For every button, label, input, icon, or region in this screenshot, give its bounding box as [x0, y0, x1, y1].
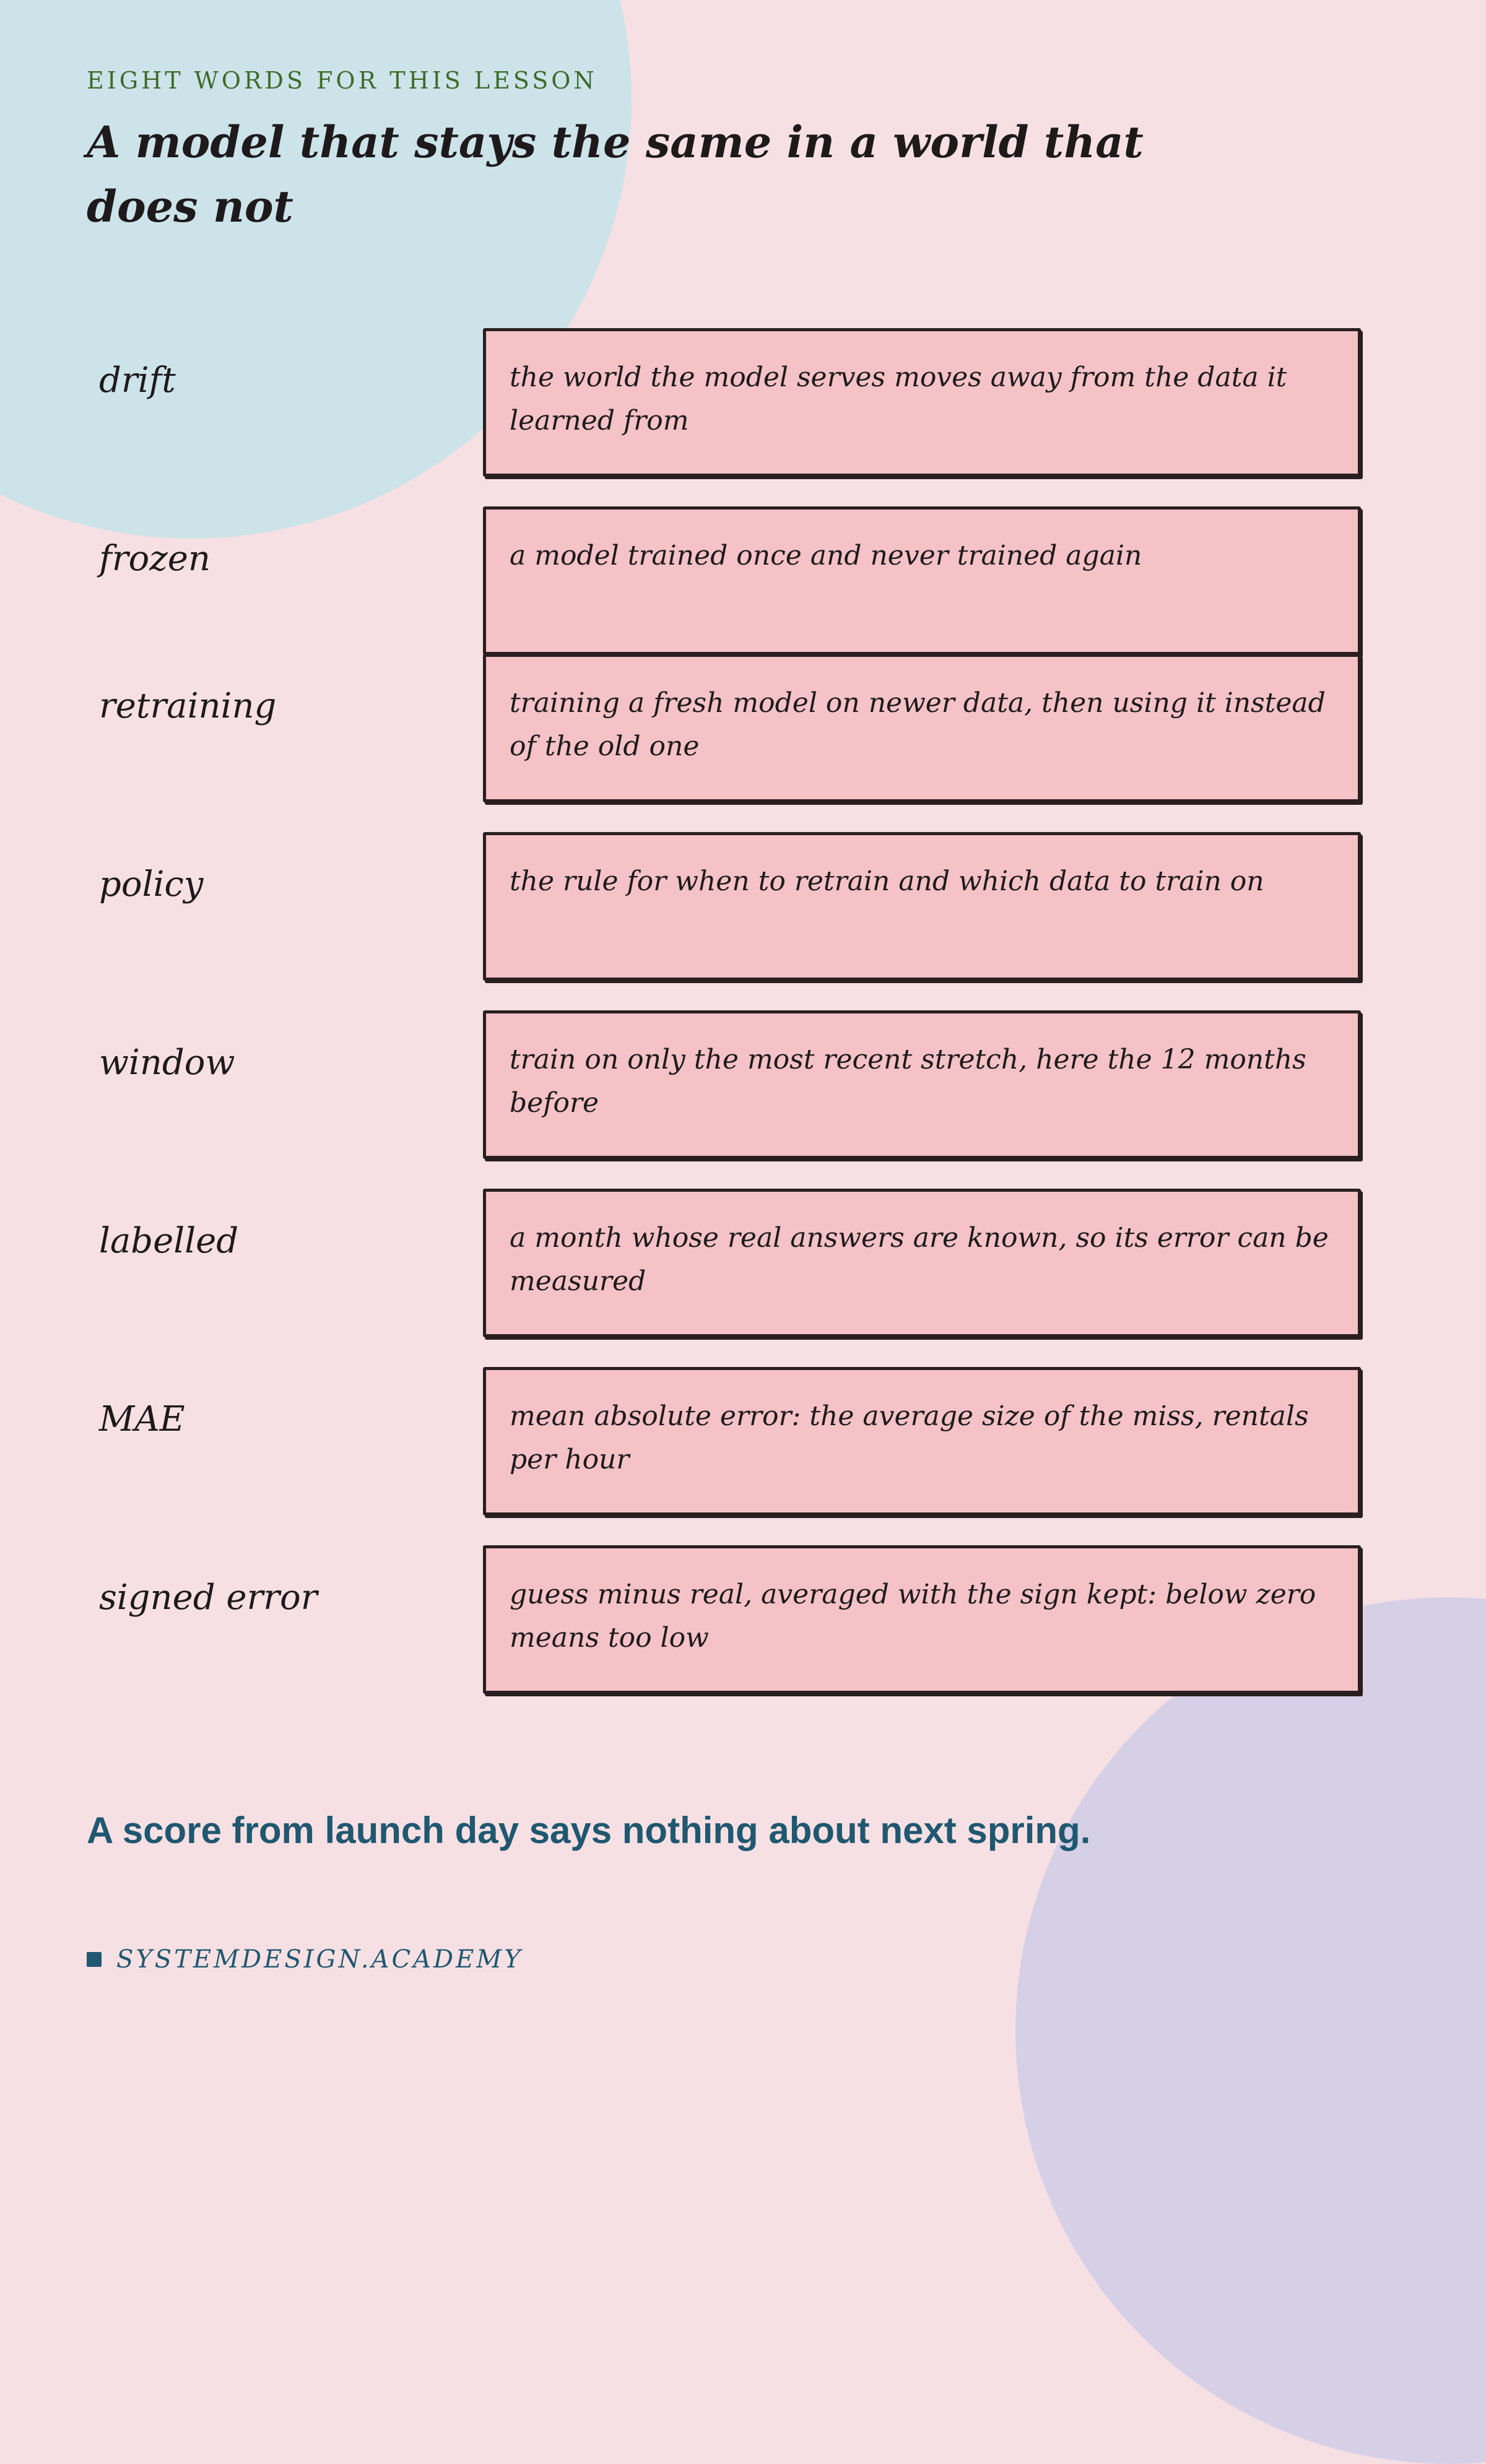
glossary-term-labelled: labelled — [99, 1221, 239, 1261]
page-title: A model that stays the same in a world that does not — [87, 116, 1144, 232]
background-circle-purple — [1015, 1597, 1486, 2464]
glossary-definition-window: train on only the most recent stretch, here the 12 months before — [483, 1010, 1361, 1159]
footer-brand: SYSTEMDESIGN.ACADEMY — [116, 1945, 523, 1974]
glossary-definition-frozen: a model trained once and never trained again — [483, 506, 1361, 655]
glossary-term-retraining: retraining — [99, 686, 277, 726]
tagline: A score from launch day says nothing about next spring. — [87, 1810, 1091, 1851]
glossary-term-drift: drift — [99, 360, 176, 401]
brand-square-icon — [87, 1952, 102, 1967]
glossary-definition-mae: mean absolute error: the average size of the miss, rentals per hour — [483, 1367, 1361, 1516]
glossary-term-policy: policy — [99, 864, 204, 904]
glossary-definition-drift: the world the model serves moves away from the data it learned from — [483, 328, 1361, 477]
glossary-definition-labelled: a month whose real answers are known, so its error can be measured — [483, 1189, 1361, 1337]
glossary-term-signed-error: signed error — [99, 1577, 318, 1618]
glossary-definition-signed-error: guess minus real, averaged with the sign kept: below zero means too low — [483, 1545, 1361, 1694]
glossary-term-frozen: frozen — [99, 539, 211, 579]
glossary-definition-policy: the rule for when to retrain and which data to train on — [483, 832, 1361, 981]
glossary-definition-retraining: training a fresh model on newer data, then using it instead of the old one — [483, 654, 1361, 802]
eyebrow-label: EIGHT WORDS FOR THIS LESSON — [87, 67, 597, 94]
glossary-term-mae: MAE — [99, 1399, 185, 1439]
footer — [87, 1945, 523, 1974]
glossary-term-window: window — [99, 1043, 235, 1083]
